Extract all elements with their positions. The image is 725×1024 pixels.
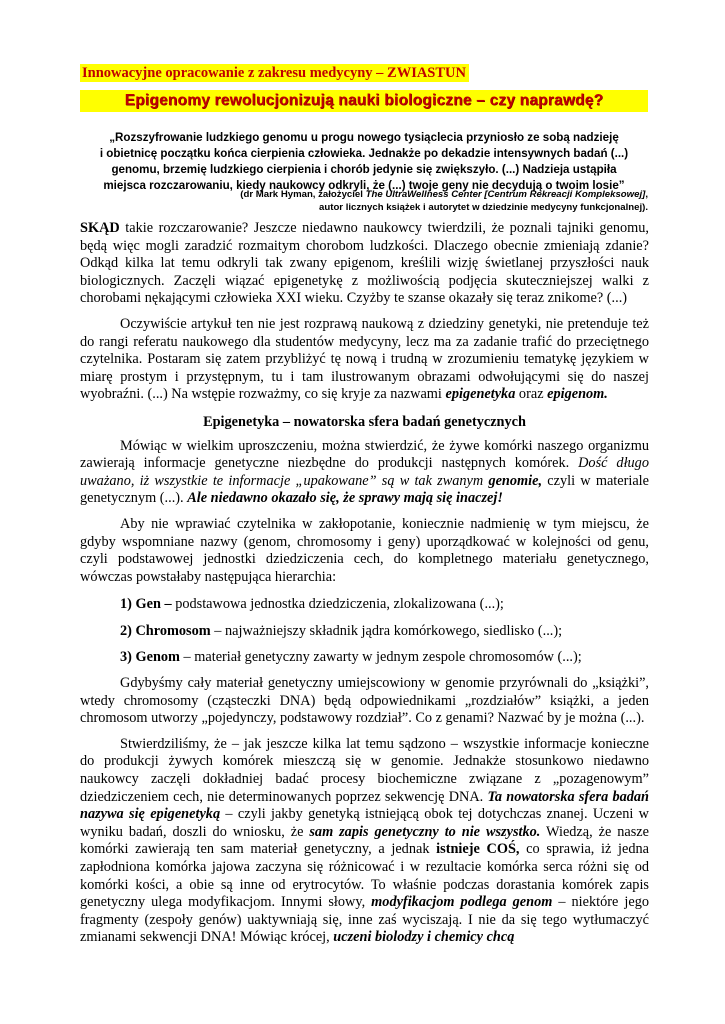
paragraph-emphasis: Ta nowatorska sfera badań nazywa się epigenetyką — [80, 788, 649, 823]
paragraph-bold: istnieje COŚ, — [436, 841, 520, 858]
list-desc: podstawowa jednostka dziedziczenia, zlokalizowana (...); — [171, 596, 504, 613]
paragraph-intro — [80, 220, 649, 308]
paragraph-text: co sprawia, iż jedna zapłodniona komórka jajowa zaczyna się różnicować i w rezultacie komórka serca różni się od komórki kości, a obie są inne od erytrocytów. To właśnie podczas dorastania komórek zapis genetyczny ulega modyfikacjom. Innymi słowy, — [80, 841, 650, 911]
paragraph-text: takie rozczarowanie? Jeszcze niedawno naukowcy twierdzili, że poznali tajniki genomu, będą więc mogli zaradzić rozmaitym chorobom ludzkości. Dlaczego obecnie zmieniają zdanie? Odkąd kilka lat temu odkryli tak zwany epigenom, kreślili wizję świetlanej przyszłości nauk biologicznych. Zaczęli wiązać epigenetykę z możliwością podjęcia skuteczniejszej walki z chorobami nękającymi człowieka XXI wieku. Czyżby te szanse okazały się teraz znikome? (...) — [80, 220, 649, 307]
paragraph-text: – czyli jakby genetyką istniejącą obok tej dotychczas znanej. Uczeni w wyniku badań, doszli do wniosku, że — [80, 806, 649, 840]
attribution-line — [80, 188, 648, 201]
paragraph-emphasis: modyfikacjom podlega genom — [371, 894, 553, 911]
quote-line: i obietnicę początku końca cierpienia człowieka. Jednakże po dekadzie intensywnych badań (...) — [99, 147, 629, 160]
paragraph-emphasis: uczeni biolodzy i chemicy chcą — [333, 929, 515, 946]
drop-lead: SKĄD — [80, 220, 120, 236]
article-title: Epigenomy rewolucjonizują nauki biologiczne – czy naprawdę? — [80, 90, 648, 112]
paragraph-text: Oczywiście artykuł ten nie jest rozprawą naukową z dziedziny genetyki, nie pretenduje też do rangi referatu naukowego dla studentów medycyny, lecz ma za zadanie trafić do przeciętnego czytelnika. Postaram się zatem przybliżyć tę nową i trudną w zrozumieniu tematykę językiem w miarę prostym i przystępnym, tu i tam ilustrowanym obrazami odwołującymi się do naszej wyobraźni. (...) Na wstępie rozważmy, co się kryje za nazwami — [80, 315, 649, 403]
paragraph — [80, 736, 649, 947]
paragraph-text: czyli w materiale genetycznym (...). — [80, 472, 649, 507]
section-heading: Epigenetyka – nowatorska sfera badań genetycznych — [203, 413, 526, 430]
epigraph-quote — [80, 130, 648, 194]
term-epigenom: epigenom. — [547, 386, 608, 403]
term-genomie: genomie, — [488, 472, 543, 489]
article-body — [80, 220, 649, 947]
paragraph — [80, 438, 649, 508]
paragraph-text: Stwierdziliśmy, że – jak jeszcze kilka lat temu sądzono – wszystkie informacje konieczne do produkcji żywych komórek mieszczą się w genomie. Jednakże stosunkowo niedawno naukowcy zaczęli dokładniej badać procesy biochemiczne związane z „pozagenowym” dziedziczeniem cech, nie determinowanych poprzez sekwencję DNA. — [80, 735, 649, 805]
attribution-line: autor licznych książek i autorytet w dziedzinie medycyny funkcjonalnej). — [319, 202, 648, 213]
quote-attribution — [80, 188, 648, 214]
quote-line: miejsca rozczarowaniu, kiedy naukowcy odkryli, że (...) twoje geny nie decydują o twoim losie” — [103, 179, 625, 192]
paragraph: Gdybyśmy cały materiał genetyczny umiejscowiony w genomie przyrównali do „książki”, wtedy chromosomy (cząsteczki DNA) będą odpowiednikami „rozdziałów” książki, a jeden chromosom utworzy „pojedynczy, podstawowy rozdział”. Co z genami? Nazwać by je można (...). — [80, 675, 649, 727]
list-item — [80, 596, 649, 614]
list-desc: – najważniejszy składnik jądra komórkowego, siedlisko (...); — [210, 622, 563, 639]
attribution-text: , — [645, 189, 648, 200]
attribution-org: The UltraWellness Center [Centrum Rekreacji Kompleksowej] — [365, 189, 646, 200]
paragraph-emphasis: sam zapis genetyczny to nie wszystko. — [309, 823, 541, 840]
paragraph-italic: Dość długo uważano, iż wszystkie te informacje „upakowane” są w tak zwanym — [80, 455, 649, 489]
paragraph-text: Mówiąc w wielkim uproszczeniu, można stwierdzić, że żywe komórki naszego organizmu zawierają informacje genetyczne niezbędne do produkcji następnych komórek. — [80, 437, 649, 472]
list-term: 2) Chromosom — [120, 622, 211, 639]
list-term: 1) Gen – — [120, 596, 172, 613]
list-term: 3) Genom — [120, 649, 180, 666]
quote-line: „Rozszyfrowanie ludzkiego genomu u progu nowego tysiąclecia przyniosło ze sobą nadzieję — [109, 131, 619, 144]
paragraph-emphasis: Ale niedawno okazało się, że sprawy mają się inaczej! — [187, 490, 503, 507]
attribution-text: (dr Mark Hyman, założyciel — [240, 189, 366, 200]
term-epigenetyka: epigenetyka — [445, 386, 516, 403]
paragraph: Aby nie wprawiać czytelnika w zakłopotanie, koniecznie nadmienię w tym miejscu, że gdyby wspomniane nazwy (genom, chromosomy i geny) uporządkować w kolejności od genu, czyli podstawowej jednostki dziedziczenia cech, do kompletnego materiału genetycznego, wówczas powstałaby następująca hierarchia: — [80, 515, 649, 585]
quote-line: genomu, brzemię ludzkiego cierpienia i chorób jedynie się zwiększyło. (...) Nadzieja ustąpiła — [111, 163, 617, 176]
paragraph-text: oraz — [515, 386, 548, 403]
series-label: Innowacyjne opracowanie z zakresu medycyny – ZWIASTUN — [80, 64, 469, 82]
paragraph — [80, 316, 649, 404]
list-item — [80, 649, 649, 667]
list-desc: – materiał genetyczny zawarty w jednym zespole chromosomów (...); — [179, 649, 582, 666]
paragraph-text: – niektóre jego fragmenty (zespoły genów) uaktywniają się, inne zaś wyciszają. I nie da się tego wytłumaczyć zmianami sekwencji DNA! Mówiąc krócej, — [80, 894, 649, 946]
paragraph-text: Wiedzą, że nasze komórki zawierają ten sam materiał genetyczny, a jednak — [80, 823, 650, 858]
list-item — [80, 623, 649, 641]
